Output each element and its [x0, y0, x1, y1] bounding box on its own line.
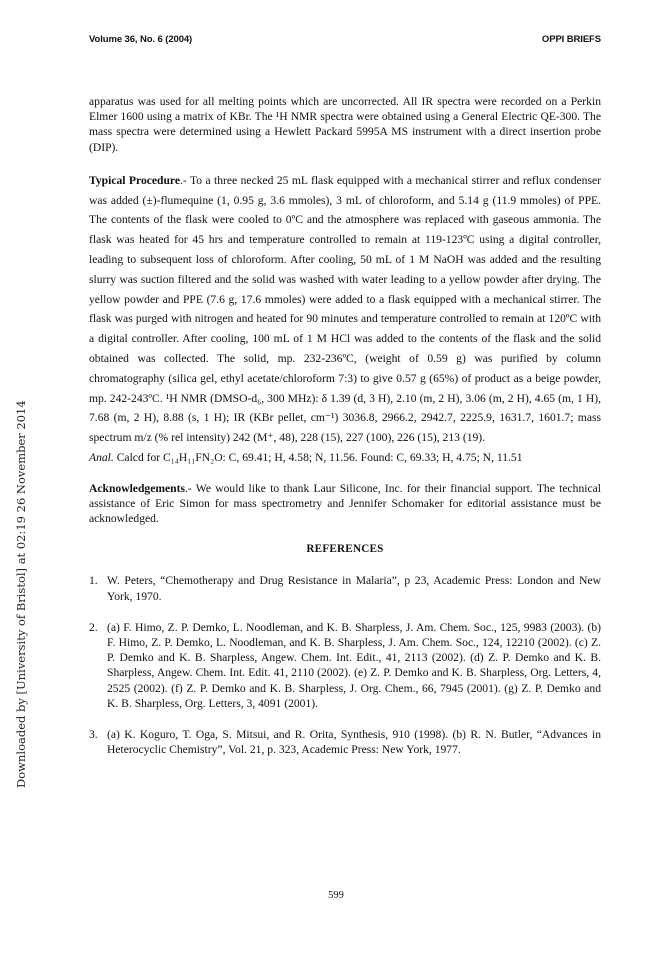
page-number: 599 [328, 890, 344, 901]
reference-number: 1. [89, 574, 98, 588]
reference-number: 2. [89, 620, 98, 634]
reference-text: (a) F. Himo, Z. P. Demko, L. Noodleman, and K. B. Sharpless, J. Am. Chem. Soc., 125, 9983 (2003). (b) F. Himo, Z. P. Demko, L. Noodleman, and K. B. Sharpless, J. Am. Chem. Soc., 124, 12210 (2002). (c) Z. P. Demko and K. B. Sharpless, Angew. Chem. Int. Edit., 41, 2113 (2002). (d) Z. P. Demko and K. B. Sharpless, Angew. Chem. Int. Edit. 41, 2110 (2002). (e) Z. P. Demko and K. B. Sharpless, Org. Letters, 4, 2525 (2002). (f) Z. P. Demko and K. B. Sharpless, J. Org. Chem., 66, 7945 (2001). (g) Z. P. Demko and K. B. Sharpless, Org. Letters, 3, 4091 (2001). [107, 620, 601, 710]
reference-item [89, 573, 601, 603]
reference-number: 3. [89, 728, 98, 741]
procedure-paragraph [89, 171, 601, 448]
intro-paragraph: apparatus was used for all melting points which are uncorrected. All IR spectra were recorded on a Perkin Elmer 1600 using a matrix of KBr. The ¹H NMR spectra were obtained using a General Electric QE-300. The mass spectra were determined using a Hewlett Packard 5995A MS instrument with a direct insertion probe (DIP). [89, 95, 601, 154]
procedure-title: Typical Procedure [89, 173, 181, 187]
references-heading: REFERENCES [306, 543, 384, 556]
download-stamp-text: Downloaded by [University of Bristol] at 02:19 26 November 2014 [14, 400, 28, 788]
analysis-label: Anal. [89, 450, 114, 464]
article-body [89, 94, 601, 757]
reference-item [89, 620, 601, 711]
acknowledgements-text: .- We would like to thank Laur Silicone, Inc. for their financial support. The technical assistance of Eric Simon for mass spectrometry and Jennifer Schomaker for editorial assistance must be acknowledged. [89, 481, 601, 526]
reference-text: W. Peters, “Chemotherapy and Drug Resistance in Malaria”, p 23, Academic Press: London and New York, 1970. [107, 574, 601, 603]
analysis-line [89, 448, 601, 468]
journal-volume: Volume 36, No. 6 (2004) [89, 34, 193, 45]
reference-text: (a) K. Koguro, T. Oga, S. Mitsui, and R. Orita, Synthesis, 910 (1998). (b) R. N. Butler, “Advances in Heterocyclic Chemistry”, Vol. 21, p. 323, Academic Press: New York, 1977. [107, 728, 601, 757]
acknowledgements-title: Acknowledgements [89, 481, 185, 495]
reference-item [89, 727, 601, 757]
running-header [89, 34, 601, 48]
section-name: OPPI BRIEFS [541, 34, 601, 45]
procedure-text: .- To a three necked 25 mL flask equipped with a mechanical stirrer and reflux condenser was added (±)-flumequine (1, 0.95 g, 3.6 mmoles), 3 mL of chloroform, and 5.14 g (11.9 mmoles) of PPE. The contents of the flask were cooled to 0ºC and the atmosphere was replaced with gaseous ammonia. The flask was heated for 45 hrs and temperature controlled to remain at 119-123ºC using a digital controller, leading to subsequent loss of chloroform. After cooling, 50 mL of 1 M NaOH was added and the resulting slurry was suction filtered and the solid was washed with water leading to a yellow powder after drying. The yellow powder and PPE (7.6 g, 17.6 mmoles) were added to a flask equipped with a mechanical stirrer. The flask was purged with nitrogen and heated for 90 minutes and temperature controlled to remain at 120ºC with a digital controller. After cooling, 100 mL of 1 M HCl was added to the contents of the flask and the solid obtained was collected. The solid, mp. 232-236ºC, (weight of 0.59 g) was purified by column chromatography (silica gel, ethyl acetate/chloroform 7:3) to give 0.57 g (65%) of product as a beige powder, mp. 242-243ºC. ¹H NMR (DMSO-d₆, 300 MHz): δ 1.39 (d, 3 H), 2.10 (m, 2 H), 3.06 (m, 2 H), 4.65 (m, 1 H), 7.68 (m, 2 H), 8.88 (s, 1 H); IR (KBr pellet, cm⁻¹) 3036.8, 2966.2, 2942.7, 2225.9, 1631.7, 1601.7; mass spectrum m/z (% rel intensity) 242 (M⁺, 48), 228 (15), 227 (100), 226 (15), 213 (19). [89, 173, 601, 445]
acknowledgements-paragraph [89, 481, 601, 527]
analysis-text: Calcd for C₁₄H₁₁FN₂O: C, 69.41; H, 4.58; N, 11.56. Found: C, 69.33; H, 4.75; N, 11.51 [113, 450, 523, 464]
